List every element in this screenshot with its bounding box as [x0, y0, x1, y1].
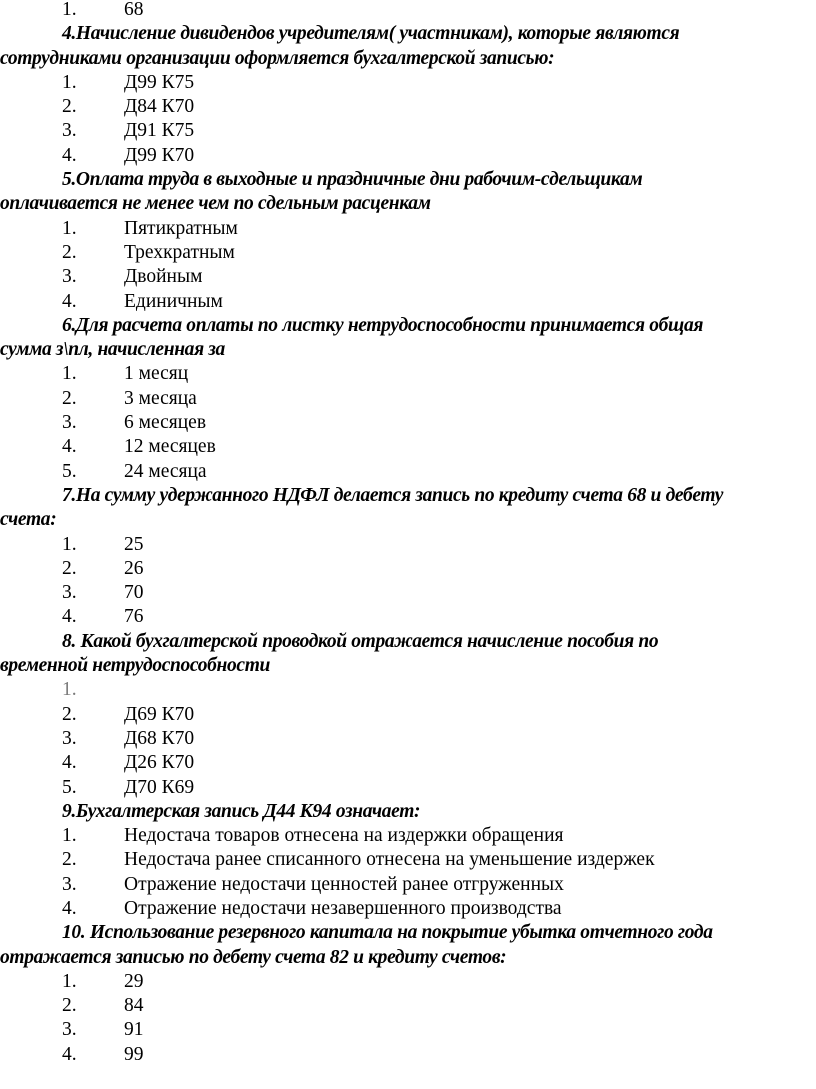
- question-block: [0, 484, 816, 630]
- option-number: 2.: [62, 849, 77, 871]
- option-text: Единичным: [124, 290, 223, 312]
- question-block: [0, 800, 816, 921]
- option-number: 4.: [62, 606, 77, 628]
- option-text: Д68 К70: [124, 727, 195, 749]
- answer-option: [0, 411, 816, 435]
- answer-option: [0, 873, 816, 897]
- option-number: 3.: [62, 412, 77, 434]
- option-text: 26: [124, 557, 144, 579]
- answer-option: [0, 290, 816, 314]
- question-title-continuation: сотрудниками организации оформляется бухгалтерской записью:: [0, 47, 555, 69]
- option-text: 6 месяцев: [124, 412, 207, 434]
- option-number: 1.: [62, 970, 77, 992]
- question-block: [0, 921, 816, 1067]
- question-title-continuation: сумма з\пл, начисленная за: [0, 339, 225, 361]
- option-number: 2.: [62, 703, 77, 725]
- option-text: 76: [124, 606, 144, 628]
- option-number: 3.: [62, 727, 77, 749]
- option-text: Пятикратным: [124, 217, 238, 239]
- option-number: 1.: [62, 533, 77, 555]
- question-block: [0, 314, 816, 484]
- answer-option: [0, 435, 816, 459]
- option-text: 91: [124, 1019, 144, 1041]
- option-text: Д84 К70: [124, 96, 195, 118]
- option-number: 2.: [62, 241, 77, 263]
- answer-option: [0, 265, 816, 289]
- answer-option: [0, 824, 816, 848]
- option-text: 84: [124, 995, 144, 1017]
- option-text: Недостача ранее списанного отнесена на уменьшение издержек: [124, 849, 655, 871]
- answer-option: [0, 751, 816, 775]
- option-text: Д99 К75: [124, 71, 195, 93]
- option-text: Д70 К69: [124, 776, 195, 798]
- question-title: 5.Оплата труда в выходные и праздничные дни рабочим-сдельщикам: [62, 169, 643, 191]
- option-text: Недостача товаров отнесена на издержки обращения: [124, 825, 564, 847]
- answer-option: [0, 217, 816, 241]
- answer-option: [0, 119, 816, 143]
- option-number: 2.: [62, 387, 77, 409]
- question-title: 9.Бухгалтерская запись Д44 К94 означает:: [62, 800, 421, 822]
- option-text: Трехкратным: [124, 241, 235, 263]
- option-number: 4.: [62, 897, 77, 919]
- option-number: 1.: [62, 363, 77, 385]
- option-text: Д26 К70: [124, 752, 195, 774]
- answer-option: [0, 71, 816, 95]
- question-title: 8. Какой бухгалтерской проводкой отражается начисление пособия по: [62, 630, 659, 652]
- option-number: 1.: [62, 679, 77, 701]
- list-text: 68: [124, 0, 144, 20]
- option-number: 4.: [62, 1043, 77, 1065]
- option-number: 4.: [62, 752, 77, 774]
- question-title-continuation: оплачивается не менее чем по сдельным расценкам: [0, 193, 431, 215]
- option-number: 3.: [62, 120, 77, 142]
- answer-option: [0, 727, 816, 751]
- option-number: 4.: [62, 290, 77, 312]
- option-text: Двойным: [124, 266, 203, 288]
- question-title: 4.Начисление дивидендов учредителям( участникам), которые являются: [62, 23, 680, 45]
- option-text: 29: [124, 970, 144, 992]
- option-text: Д69 К70: [124, 703, 195, 725]
- answer-option: [0, 362, 816, 386]
- answer-option: [0, 605, 816, 629]
- option-text: Отражение недостачи незавершенного производства: [124, 897, 562, 919]
- option-text: 12 месяцев: [124, 436, 216, 458]
- answer-option: [0, 387, 816, 411]
- option-text: 1 месяц: [124, 363, 189, 385]
- option-text: 24 месяца: [124, 460, 207, 482]
- answer-option: [0, 678, 816, 702]
- option-number: 1.: [62, 217, 77, 239]
- answer-option: [0, 533, 816, 557]
- option-number: 3.: [62, 1019, 77, 1041]
- option-number: 5.: [62, 776, 77, 798]
- option-text: Д99 К70: [124, 144, 195, 166]
- answer-option: [0, 581, 816, 605]
- question-block: [0, 22, 816, 168]
- option-text: 25: [124, 533, 144, 555]
- option-number: 1.: [62, 825, 77, 847]
- option-number: 1.: [62, 71, 77, 93]
- option-number: 3.: [62, 582, 77, 604]
- option-text: Отражение недостачи ценностей ранее отгруженных: [124, 873, 564, 895]
- answer-option: [0, 776, 816, 800]
- question-title: 6.Для расчета оплаты по листку нетрудоспособности принимается общая: [62, 314, 704, 336]
- option-number: 2.: [62, 995, 77, 1017]
- option-number: 4.: [62, 144, 77, 166]
- option-text: 3 месяца: [124, 387, 197, 409]
- answer-option: [0, 144, 816, 168]
- answer-option: [0, 460, 816, 484]
- question-list: [0, 22, 816, 1067]
- leading-list-item: [0, 0, 816, 22]
- question-title-continuation: временной нетрудоспособности: [0, 655, 271, 677]
- option-number: 5.: [62, 460, 77, 482]
- option-number: 2.: [62, 557, 77, 579]
- option-number: 3.: [62, 873, 77, 895]
- question-title: 7.На сумму удержанного НДФЛ делается запись по кредиту счета 68 и дебету: [62, 484, 724, 506]
- question-block: [0, 168, 816, 314]
- answer-option: [0, 994, 816, 1018]
- list-number: 1.: [62, 0, 77, 20]
- option-text: 70: [124, 582, 144, 604]
- option-text: 99: [124, 1043, 144, 1065]
- option-number: 3.: [62, 266, 77, 288]
- question-title-continuation: счета:: [0, 509, 57, 531]
- answer-option: [0, 970, 816, 994]
- answer-option: [0, 1043, 816, 1067]
- answer-option: [0, 897, 816, 921]
- answer-option: [0, 703, 816, 727]
- question-title-continuation: отражается записью по дебету счета 82 и кредиту счетов:: [0, 946, 507, 968]
- option-number: 4.: [62, 436, 77, 458]
- answer-option: [0, 241, 816, 265]
- answer-option: [0, 1018, 816, 1042]
- answer-option: [0, 95, 816, 119]
- question-block: [0, 630, 816, 800]
- option-text: Д91 К75: [124, 120, 195, 142]
- answer-option: [0, 557, 816, 581]
- answer-option: [0, 848, 816, 872]
- option-number: 2.: [62, 96, 77, 118]
- question-title: 10. Использование резервного капитала на покрытие убытка отчетного года: [62, 922, 713, 944]
